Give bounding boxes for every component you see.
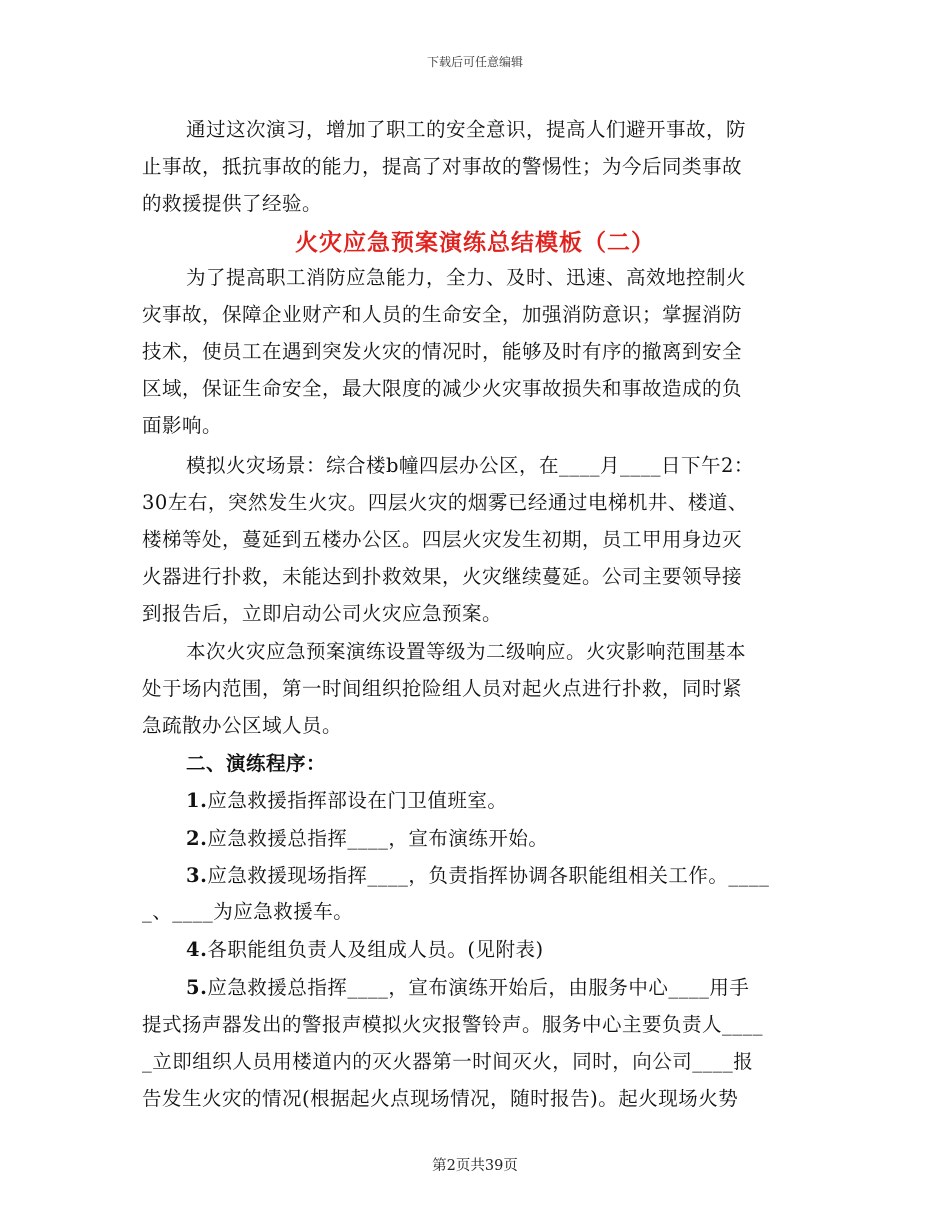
procedure-heading: 二、演练程序： (186, 752, 327, 775)
list-item (186, 857, 769, 895)
paragraph-line: 急疏散办公区域人员。 (142, 714, 343, 737)
header-note: 下载后可任意编辑 (426, 55, 523, 69)
list-item-continuation: _、____为应急救援车。 (142, 900, 354, 923)
paragraph-line: 楼梯等处，蔓延到五楼办公区。四层火灾发生初期，员工甲用身边灭 (142, 528, 743, 551)
list-item (186, 969, 749, 1007)
list-item-continuation: _立即组织人员用楼道内的灭火器第一时间灭火，同时，向公司____报 (142, 1050, 754, 1073)
item-text: 各职能组负责人及组成人员。(见附表) (207, 938, 544, 961)
paragraph-line: 止事故，抵抗事故的能力，提高了对事故的警惕性；为今后同类事故 (142, 155, 743, 178)
paragraph-line: 通过这次演习，增加了职工的安全意识，提高人们避开事故，防 (186, 118, 747, 141)
list-item (186, 820, 548, 858)
paragraph-line: 的救援提供了经验。 (142, 192, 323, 215)
item-number: 5. (186, 976, 208, 999)
list-item (186, 782, 507, 820)
item-number: 3. (186, 864, 208, 887)
item-text: 应急救援总指挥____，宣布演练开始。 (207, 827, 549, 850)
paragraph-line: 为了提高职工消防应急能力，全力、及时、迅速、高效地控制火 (186, 266, 747, 289)
paragraph-line: 模拟火灾场景：综合楼b幢四层办公区，在____月____日下午2： (186, 454, 754, 477)
paragraph-line: 本次火灾应急预案演练设置等级为二级响应。火灾影响范围基本 (186, 640, 747, 663)
item-text: 应急救援总指挥____，宣布演练开始后，由服务中心____用手 (207, 976, 750, 999)
paragraph-line: 面影响。 (142, 414, 223, 437)
item-text: 应急救援指挥部设在门卫值班室。 (207, 789, 508, 812)
page-number: 第2页共39页 (432, 1158, 518, 1174)
paragraph-line: 技术，使员工在遇到突发火灾的情况时，能够及时有序的撤离到安全 (142, 340, 743, 363)
paragraph-line: 30左右，突然发生火灾。四层火灾的烟雾已经通过电梯机井、楼道、 (142, 491, 748, 514)
item-number: 4. (186, 938, 208, 961)
paragraph-line: 灾事故，保障企业财产和人员的生命安全，加强消防意识；掌握消防 (142, 303, 743, 326)
paragraph-line: 区域，保证生命安全，最大限度的减少火灾事故损失和事故造成的负 (142, 377, 743, 400)
paragraph-line: 火器进行扑救，未能达到扑救效果，火灾继续蔓延。公司主要领导接 (142, 565, 743, 588)
paragraph-line: 处于场内范围，第一时间组织抢险组人员对起火点进行扑救，同时紧 (142, 677, 743, 700)
list-item-continuation: 提式扬声器发出的警报声模拟火灾报警铃声。服务中心主要负责人____ (142, 1013, 764, 1036)
item-number: 2. (186, 827, 208, 850)
list-item (186, 931, 544, 969)
section-title: 火灾应急预案演练总结模板（二） (295, 230, 655, 256)
paragraph-line: 到报告后，立即启动公司火灾应急预案。 (142, 602, 503, 625)
item-number: 1. (186, 789, 208, 812)
list-item-continuation: 告发生火灾的情况(根据起火点现场情况，随时报告)。起火现场火势 (142, 1087, 739, 1110)
item-text: 应急救援现场指挥____，负责指挥协调各职能组相关工作。____ (207, 864, 770, 887)
